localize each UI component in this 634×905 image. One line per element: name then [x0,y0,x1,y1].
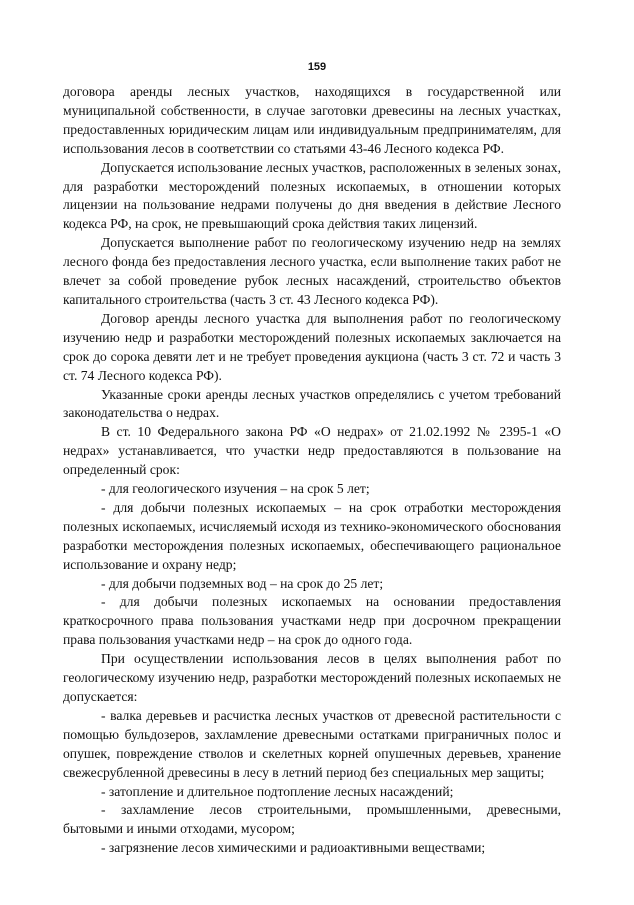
list-item-mineral-extraction: - для добычи полезных ископаемых – на срок отработки месторождения полезных ископаемых, исчисляемый исходя из технико-экономического обоснования разработки месторождения полезных ископаемых, обеспечивающего рациональное использование и охрану недр; [63,499,561,572]
list-item-short-term-right: - для добычи полезных ископаемых на основании предоставления краткосрочного права пользования участками недр при досрочном прекращении права пользования участками недр – на срок до одного года. [63,594,561,648]
list-item-groundwater: - для добычи подземных вод – на срок до 25 лет; [101,575,384,591]
paragraph-green-zones: Допускается использование лесных участков, расположенных в зеленых зонах, для разработки месторождений полезных ископаемых, в отношении которых лицензии на пользование недрами получены до дня введения в действие Лесного кодекса РФ, на срок, не превышающий срока действия таких лицензий. [63,159,561,232]
paragraph-subsoil-requirements: Указанные сроки аренды лесных участков определялись с учетом требований законодательства о недрах. [63,386,561,421]
page-number: 159 [307,61,327,73]
list-item-flooding: - затопление и длительное подтопление лесных насаждений; [101,783,454,799]
list-item-geological-study: - для геологического изучения – на срок 5 лет; [101,481,370,497]
paragraph-subsoil-law: В ст. 10 Федерального закона РФ «О недрах» от 21.02.1992 № 2395-1 «О недрах» устанавливается, что участки недр предоставляются в пользование на определенный срок: [63,424,561,478]
paragraph-lease-contract-continuation: договора аренды лесных участков, находящихся в государственной или муниципальной собственности, в случае заготовки древесины на лесных участках, предоставленных юридическим лицам или индивидуальным предпринимателям, для использования лесов в соответствии со статьями 43-46 Лесного кодекса РФ. [63,84,561,156]
list-item-littering: - захламление лесов строительными, промышленными, древесными, бытовыми и иными отходами, мусором; [63,802,561,837]
list-item-tree-felling: - валка деревьев и расчистка лесных участков от древесной растительности с помощью бульдозеров, захламление древесными остатками приграничных полос и опушек, повреждение стволов и скелетных корней опушечных деревьев, хранение свежесрубленной древесины в лесу в летний период без специальных мер защиты; [63,707,561,780]
body-text [63,83,561,858]
list-item-pollution: - загрязнение лесов химическими и радиоактивными веществами; [101,840,486,856]
paragraph-geological-works: Допускается выполнение работ по геологическому изучению недр на землях лесного фонда без предоставления лесного участка, если выполнение таких работ не влечет за собой проведение рубок лесных насаждений, строительство объектов капитального строительства (часть 3 ст. 43 Лесного кодекса РФ). [63,235,561,307]
paragraph-prohibitions-intro: При осуществлении использования лесов в целях выполнения работ по геологическому изучению недр, разработки месторождений полезных ископаемых не допускается: [63,651,561,704]
paragraph-lease-term: Договор аренды лесного участка для выполнения работ по геологическому изучению недр и разработки месторождений полезных ископаемых заключается на срок до сорока девяти лет и не требует проведения аукциона (часть 3 ст. 72 и часть 3 ст. 74 Лесного кодекса РФ). [63,310,561,383]
